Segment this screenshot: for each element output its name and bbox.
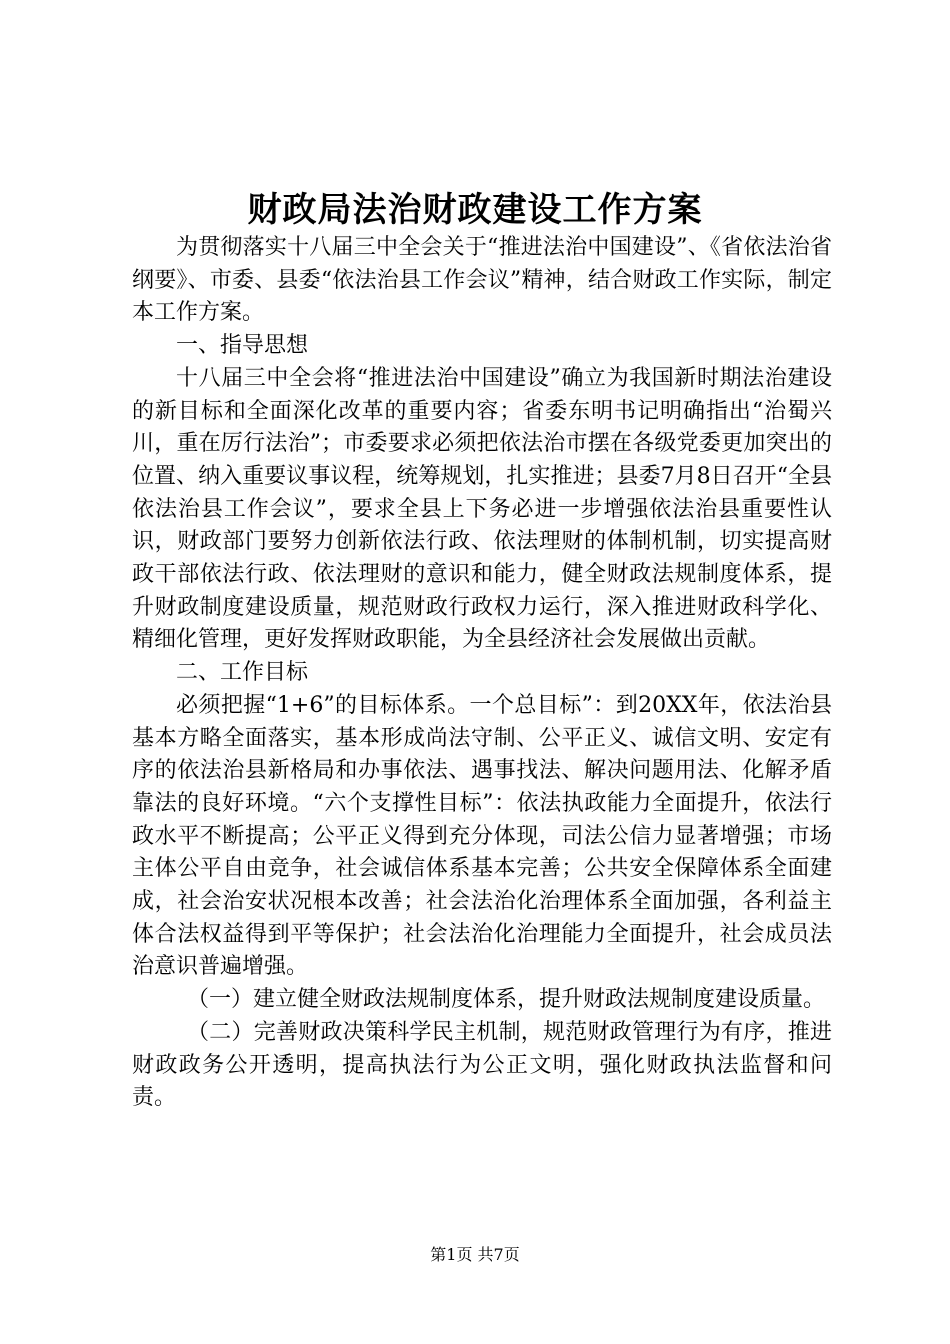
document-body bbox=[132, 232, 832, 1115]
section-heading-guiding-ideology: 一、指导思想 bbox=[176, 333, 309, 359]
subgoal-item-2: （二）完善财政决策科学民主机制，规范财政管理行为有序，推进财政政务公开透明，提高执法行为公正文明，强化财政执法监督和问责。 bbox=[132, 1019, 832, 1111]
guiding-ideology-paragraph: 十八届三中全会将“推进法治中国建设”确立为我国新时期法治建设的新目标和全面深化改革的重要内容；省委东明书记明确指出“治蜀兴川，重在厉行法治”；市委要求必须把依法治市摆在各级党委更加突出的位置、纳入重要议事议程，统筹规划，扎实推进；县委7月8日召开“全县依法治县工作会议”，要求全县上下务必进一步增强依法治县重要性认识，财政部门要努力创新依法行政、依法理财的体制机制，切实提高财政干部依法行政、依法理财的意识和能力，健全财政法规制度体系，提升财政制度建设质量，规范财政行政权力运行，深入推进财政科学化、精细化管理，更好发挥财政职能，为全县经济社会发展做出贡献。 bbox=[132, 365, 832, 653]
page-number-footer: 第1页 共7页 bbox=[430, 1245, 520, 1264]
subgoal-item-1: （一）建立健全财政法规制度体系，提升财政法规制度建设质量。 bbox=[187, 987, 826, 1013]
document-title: 财政局法治财政建设工作方案 bbox=[247, 190, 703, 230]
work-goals-paragraph: 必须把握“1+6”的目标体系。一个总目标”：到20XX年，依法治县基本方略全面落实，基本形成尚法守制、公平正义、诚信文明、安定有序的依法治县新格局和办事依法、遇事找法、解决问题用法、化解矛盾靠法的良好环境。“六个支撑性目标”：依法执政能力全面提升，依法行政水平不断提高；公平正义得到充分体现，司法公信力显著增强；市场主体公平自由竞争，社会诚信体系基本完善；公共安全保障体系全面建成，社会治安状况根本改善；社会法治化治理体系全面加强，各利益主体合法权益得到平等保护；社会法治化治理能力全面提升，社会成员法治意识普遍增强。 bbox=[132, 692, 832, 980]
intro-paragraph: 为贯彻落实十八届三中全会关于“推进法治中国建设”、《省依法治省纲要》、市委、县委“依法治县工作会议”精神，结合财政工作实际，制定本工作方案。 bbox=[132, 235, 832, 326]
section-heading-work-goals: 二、工作目标 bbox=[176, 660, 309, 686]
